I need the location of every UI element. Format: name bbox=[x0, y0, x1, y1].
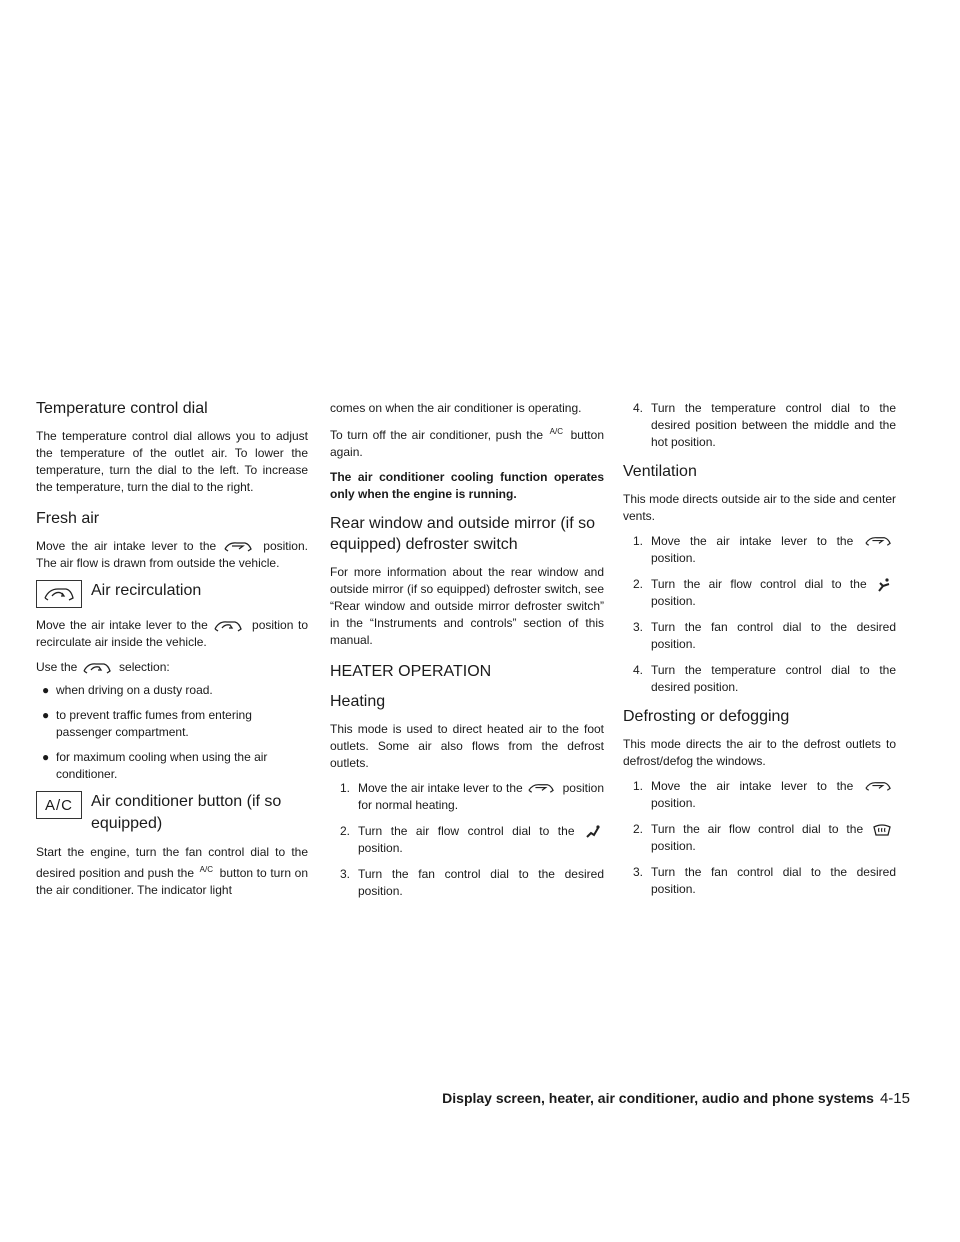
ventilation-steps bbox=[623, 533, 896, 696]
cooling-note: The air conditioner cooling function operates only when the engine is running. bbox=[330, 470, 604, 501]
recirculation-icon bbox=[82, 661, 112, 675]
fresh-air-text: Move the air intake lever to the position. The air flow is drawn from outside the vehicle. bbox=[36, 539, 308, 570]
list-item: ● to prevent traffic fumes from entering passenger compartment. bbox=[42, 708, 252, 739]
temperature-dial-heading: Temperature control dial bbox=[36, 400, 208, 417]
air-conditioner-heading-row bbox=[36, 791, 308, 835]
list-item: 2. Turn the air flow control dial to the position. bbox=[623, 576, 896, 610]
defrost-icon bbox=[872, 823, 892, 837]
air-recirculation-heading-row bbox=[36, 580, 308, 608]
list-item: 3. Turn the fan control dial to the desired position. bbox=[633, 865, 896, 896]
column-right bbox=[623, 400, 896, 907]
rear-window-defroster-text: For more information about the rear window and outside mirror (if so equipped) defroster switch, see “Rear window and outside mirror defroster switch” in the “Instruments and controls” section of this manual. bbox=[330, 565, 604, 647]
recirculation-icon-box bbox=[36, 580, 82, 608]
fresh-air-icon bbox=[864, 780, 892, 793]
ventilation-text: This mode directs outside air to the side and center vents. bbox=[623, 492, 896, 523]
page-number: 4-15 bbox=[879, 1090, 910, 1107]
list-item: 1. Move the air intake lever to the position for normal heating. bbox=[340, 781, 604, 812]
bullet-icon: ● bbox=[42, 708, 50, 722]
ac-button-label: A/C bbox=[44, 796, 73, 814]
ventilation-heading: Ventilation bbox=[623, 463, 697, 480]
defrosting-heading: Defrosting or defogging bbox=[623, 708, 790, 725]
recirculation-usage-list bbox=[36, 682, 308, 783]
bullet-icon: ● bbox=[42, 750, 50, 764]
ac-continued-text: comes on when the air conditioner is operating. bbox=[330, 401, 582, 415]
ac-button-icon-box bbox=[36, 791, 82, 819]
list-item: 1. Move the air intake lever to the position. bbox=[623, 533, 896, 567]
list-item: 2. Turn the air flow control dial to the position. bbox=[330, 823, 604, 857]
air-recirculation-heading: Air recirculation bbox=[91, 582, 202, 599]
air-conditioner-heading: Air conditioner button (if so equipped) bbox=[91, 793, 282, 832]
foot-mode-icon bbox=[584, 824, 600, 840]
ac-off-text: To turn off the air conditioner, push the $^{A/C}$ button again. bbox=[330, 427, 604, 459]
ac-inline-label: A/C bbox=[199, 865, 214, 874]
use-selection-text: Use the selection: bbox=[36, 660, 170, 674]
temperature-dial-text: The temperature control dial allows you to adjust the temperature of the outlet air. To lower the temperature, turn the dial to the left. To increase the temperature, turn the dial to the right. bbox=[36, 429, 308, 494]
list-item: 3. Turn the fan control dial to the desired position. bbox=[340, 867, 604, 898]
list-item: ● when driving on a dusty road. bbox=[42, 683, 213, 697]
heating-text: This mode is used to direct heated air to the foot outlets. Some air also flows from the defrost outlets. bbox=[330, 722, 604, 770]
fresh-air-heading: Fresh air bbox=[36, 510, 100, 527]
rear-window-defroster-heading: Rear window and outside mirror (if so equipped) defroster switch bbox=[330, 515, 595, 553]
recirculation-icon bbox=[213, 619, 243, 633]
defrosting-text: This mode directs the air to the defrost outlets to defrost/defog the windows. bbox=[623, 737, 896, 768]
column-middle bbox=[330, 400, 604, 909]
heating-heading: Heating bbox=[330, 693, 386, 710]
heating-steps-continued bbox=[623, 400, 896, 451]
list-item: ● for maximum cooling when using the air conditioner. bbox=[42, 750, 268, 781]
air-conditioner-text: Start the engine, turn the fan control dial to the desired position and push the $^{A/C}$ button to turn on the air conditioner. The indicator light bbox=[36, 845, 308, 897]
bullet-icon: ● bbox=[42, 683, 50, 697]
recirculation-icon bbox=[42, 585, 76, 603]
column-left bbox=[36, 398, 308, 907]
heating-steps bbox=[330, 780, 604, 900]
heater-operation-heading: HEATER OPERATION bbox=[330, 663, 492, 680]
defrosting-steps bbox=[623, 778, 896, 898]
list-item: 4. Turn the temperature control dial to the desired position between the middle and the hot position. bbox=[633, 401, 896, 449]
fresh-air-icon bbox=[223, 540, 253, 554]
air-recirculation-text: Move the air intake lever to the position to recirculate air inside the vehicle. bbox=[36, 618, 308, 649]
list-item: 3. Turn the fan control dial to the desired position. bbox=[633, 620, 896, 651]
fresh-air-icon bbox=[527, 782, 555, 795]
page-footer bbox=[442, 1090, 910, 1107]
fresh-air-icon bbox=[864, 535, 892, 548]
list-item: 1. Move the air intake lever to the position. bbox=[623, 778, 896, 812]
ac-inline-label: A/C bbox=[549, 427, 563, 436]
list-item: 4. Turn the temperature control dial to the desired position. bbox=[633, 663, 896, 694]
vent-mode-icon bbox=[876, 577, 892, 593]
list-item: 2. Turn the air flow control dial to the position. bbox=[623, 821, 896, 855]
footer-section-title: Display screen, heater, air conditioner, audio and phone systems bbox=[442, 1090, 874, 1106]
